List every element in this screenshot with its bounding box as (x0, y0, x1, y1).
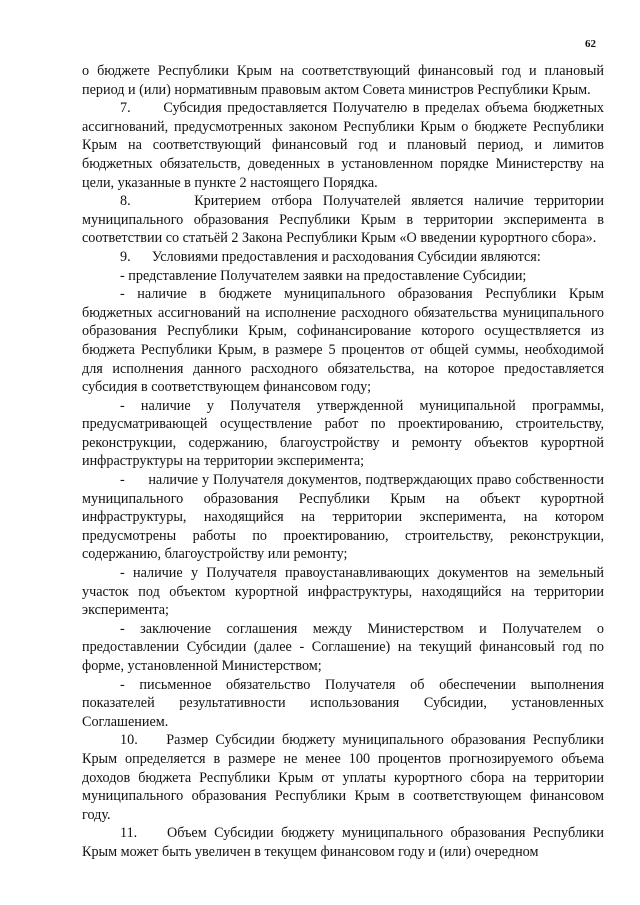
condition-item: - наличие у Получателя документов, подтверждающих право собственности муниципального образования Республики Крым на объект курортной инфраструктуры, находящийся на территории эксперимента, на котором предусмотрены работы по проектированию, строительству, реконструкции, содержанию, благоустройству или ремонту; (82, 472, 604, 563)
document-body (82, 62, 604, 862)
condition-item: - наличие у Получателя утвержденной муниципальной программы, предусматривающей осуществление работ по проектированию, строительству, реконструкции, содержанию, благоустройству и ремонту объектов курортной инфраструктуры на территории эксперимента; (82, 397, 604, 470)
clause-7: 7. Субсидия предоставляется Получателю в пределах объема бюджетных ассигнований, предусмотренных законом Республики Крым о бюджете Республики Крым на соответствующий финансовый год и плановый период, и лимитов бюджетных обязательств, доведенных в установленном порядке Министерству на цели, указанные в пункте 2 настоящего Порядка. (82, 100, 604, 191)
paragraph-continuation: о бюджете Республики Крым на соответствующий финансовый год и плановый период и (или) нормативным правовым актом Совета министров Республики Крым. (82, 63, 604, 98)
clause-11: 11. Объем Субсидии бюджету муниципального образования Республики Крым может быть увеличен в текущем финансовом году и (или) очередном (82, 825, 604, 860)
condition-item: - письменное обязательство Получателя об обеспечении выполнения показателей результативности использования Субсидии, установленных Соглашением. (82, 676, 604, 730)
clause-10: 10. Размер Субсидии бюджету муниципального образования Республики Крым определяется в размере не менее 100 процентов прогнозируемого объема доходов бюджета Республики Крым от уплаты курортного сбора на территории муниципального образования Республики Крым в соответствующем финансовом году. (82, 732, 604, 823)
condition-item: - представление Получателем заявки на предоставление Субсидии; (120, 267, 527, 284)
clause-8: 8. Критерием отбора Получателей является наличие территории муниципального образования Республики Крым в территории эксперимента в соответствии со статьёй 2 Закона Республики Крым «О введении курортного сбора». (82, 193, 604, 247)
clause-9: 9. Условиями предоставления и расходования Субсидии являются: (120, 248, 541, 265)
condition-item: - наличие у Получателя правоустанавливающих документов на земельный участок под объектом курортной инфраструктуры, находящийся на территории эксперимента; (82, 565, 604, 619)
page-number: 62 (585, 38, 596, 50)
condition-item: - наличие в бюджете муниципального образования Республики Крым бюджетных ассигнований на исполнение расходного обязательства муниципального образования Республики Крым, софинансирование которого осуществляется из бюджета Республики Крым, в размере 5 процентов от общей суммы, необходимой для исполнения данного расходного обязательства, на которое предоставляется субсидия в соответствующем финансовом году; (82, 286, 604, 396)
condition-item: - заключение соглашения между Министерством и Получателем о предоставлении Субсидии (далее - Соглашение) на текущий финансовый год по форме, установленной Министерством; (82, 620, 604, 674)
